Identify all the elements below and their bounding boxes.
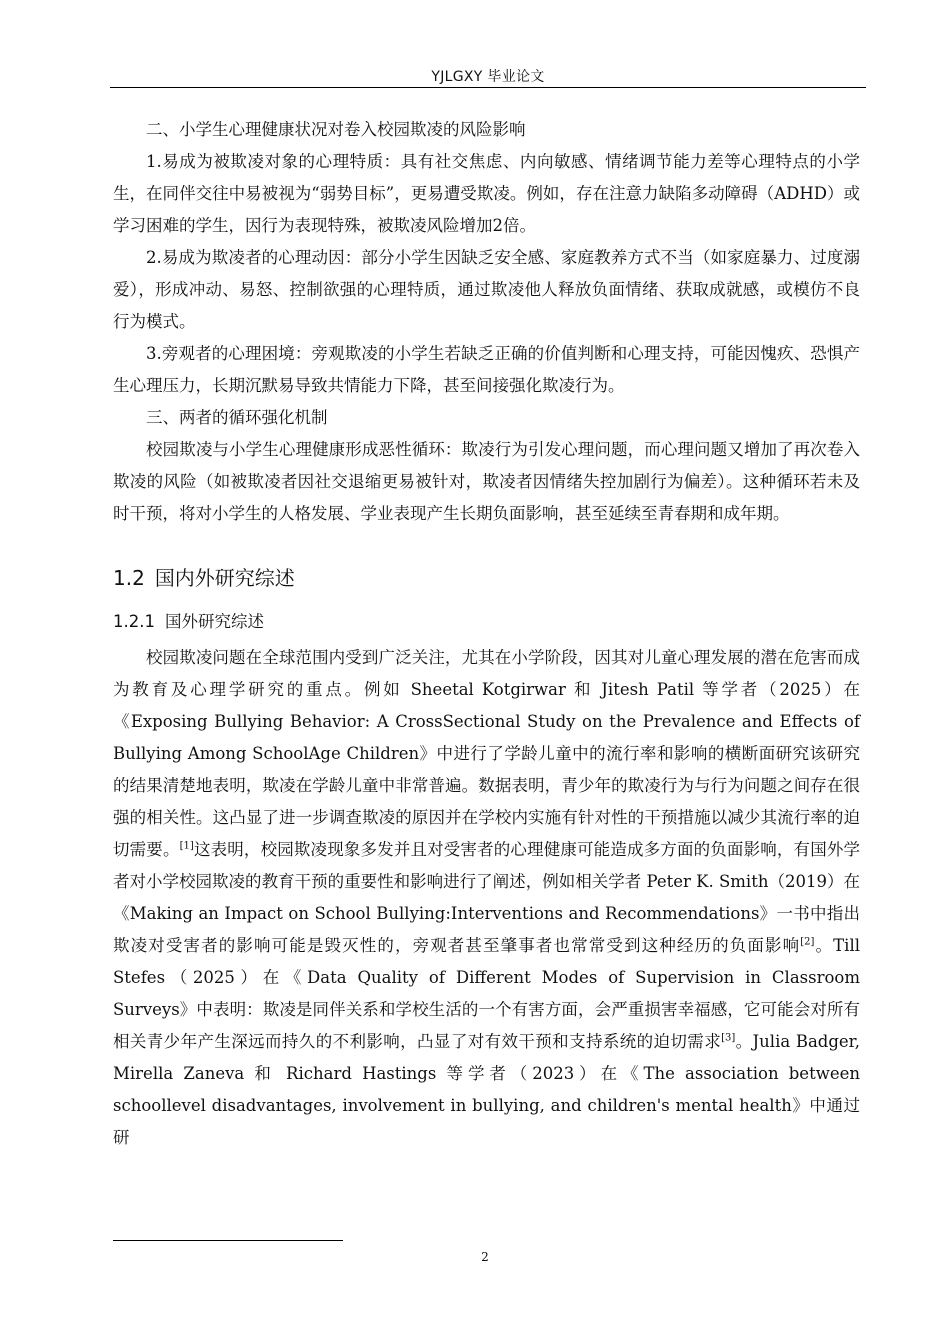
subsection-heading <box>113 608 860 636</box>
page-number: 2 <box>481 1250 489 1264</box>
review-text-part-3: 。Till Stefes（2025）在《Data Quality of Different Modes of Supervision in Classroom Surveys》中表明：欺凌是同伴关系和学校生活的一个有害方面，会严重损害幸福感，它可能会对所有相关青少年产生深远而持久的不利影响，凸显了对有效干预和支持系统的迫切需求 <box>113 936 861 1051</box>
review-text-part-4: 。Julia Badger, Mirella Zaneva 和 Richard Hastings 等学者（2023）在《The association between schoollevel disadvantages, involvement in bullying, and children's mental health》中通过研 <box>113 1032 860 1147</box>
section-title: 国内外研究综述 <box>154 566 295 590</box>
section-heading <box>113 560 860 596</box>
citation-1: [1] <box>179 840 194 852</box>
footnote-separator <box>113 1240 343 1241</box>
heading-second-point: 二、小学生心理健康状况对卷入校园欺凌的风险影响 <box>146 120 526 139</box>
citation-3: [3] <box>721 1032 736 1044</box>
paragraph-foreign-review <box>113 642 860 1154</box>
review-text-part-2: 这表明，校园欺凌现象多发并且对受害者的心理健康可能造成多方面的负面影响，有国外学者对小学校园欺凌的教育干预的重要性和影响进行了阐述，例如相关学者 Peter K. Smith（2019）在《Making an Impact on School Bullying:Interventions and Recommendations》一书中指出欺凌对受害者的影响可能是毁灭性的，旁观者甚至肇事者也常常受到这种经历的负面影响 <box>113 840 861 955</box>
heading-third-point: 三、两者的循环强化机制 <box>146 408 328 427</box>
section-number: 1.2 <box>113 566 145 590</box>
paragraph-vicious-cycle: 校园欺凌与小学生心理健康形成恶性循环：欺凌行为引发心理问题，而心理问题又增加了再次卷入欺凌的风险（如被欺凌者因社交退缩更易被针对，欺凌者因情绪失控加剧行为偏差）。这种循环若未及时干预，将对小学生的人格发展、学业表现产生长期负面影响，甚至延续至青春期和成年期。 <box>113 440 860 523</box>
page-body <box>113 114 860 1154</box>
review-text-part-1: 校园欺凌问题在全球范围内受到广泛关注，尤其在小学阶段，因其对儿童心理发展的潜在危害而成为教育及心理学研究的重点。例如 Sheetal Kotgirwar 和 Jitesh Patil 等学者（2025）在《Exposing Bullying Behavior: A CrossSectional Study on the Prevalence and Effects of Bullying Among SchoolAge Children》中进行了学龄儿童中的流行率和影响的横断面研究该研究的结果清楚地表明，欺凌在学龄儿童中非常普遍。数据表明，青少年的欺凌行为与行为问题之间存在很强的相关性。这凸显了进一步调查欺凌的原因并在学校内实施有针对性的干预措施以减少其流行率的迫切需要。 <box>113 648 860 859</box>
paragraph-bystander-dilemma: 3.旁观者的心理困境：旁观欺凌的小学生若缺乏正确的价值判断和心理支持，可能因愧疚、恐惧产生心理压力，长期沉默易导致共情能力下降，甚至间接强化欺凌行为。 <box>113 344 860 395</box>
running-header: YJLGXY 毕业论文 <box>431 69 545 85</box>
subsection-title: 国外研究综述 <box>164 612 264 631</box>
paragraph-victim-traits: 1.易成为被欺凌对象的心理特质：具有社交焦虑、内向敏感、情绪调节能力差等心理特点的小学生，在同伴交往中易被视为“弱势目标”，更易遭受欺凌。例如，存在注意力缺陷多动障碍（ADHD）或学习困难的学生，因行为表现特殊，被欺凌风险增加2倍。 <box>113 152 860 235</box>
paragraph-bully-motives: 2.易成为欺凌者的心理动因：部分小学生因缺乏安全感、家庭教养方式不当（如家庭暴力、过度溺爱），形成冲动、易怒、控制欲强的心理特质，通过欺凌他人释放负面情绪、获取成就感，或模仿不良行为模式。 <box>113 248 860 331</box>
header-rule <box>110 87 866 88</box>
subsection-number: 1.2.1 <box>113 612 155 631</box>
citation-2: [2] <box>800 936 815 948</box>
